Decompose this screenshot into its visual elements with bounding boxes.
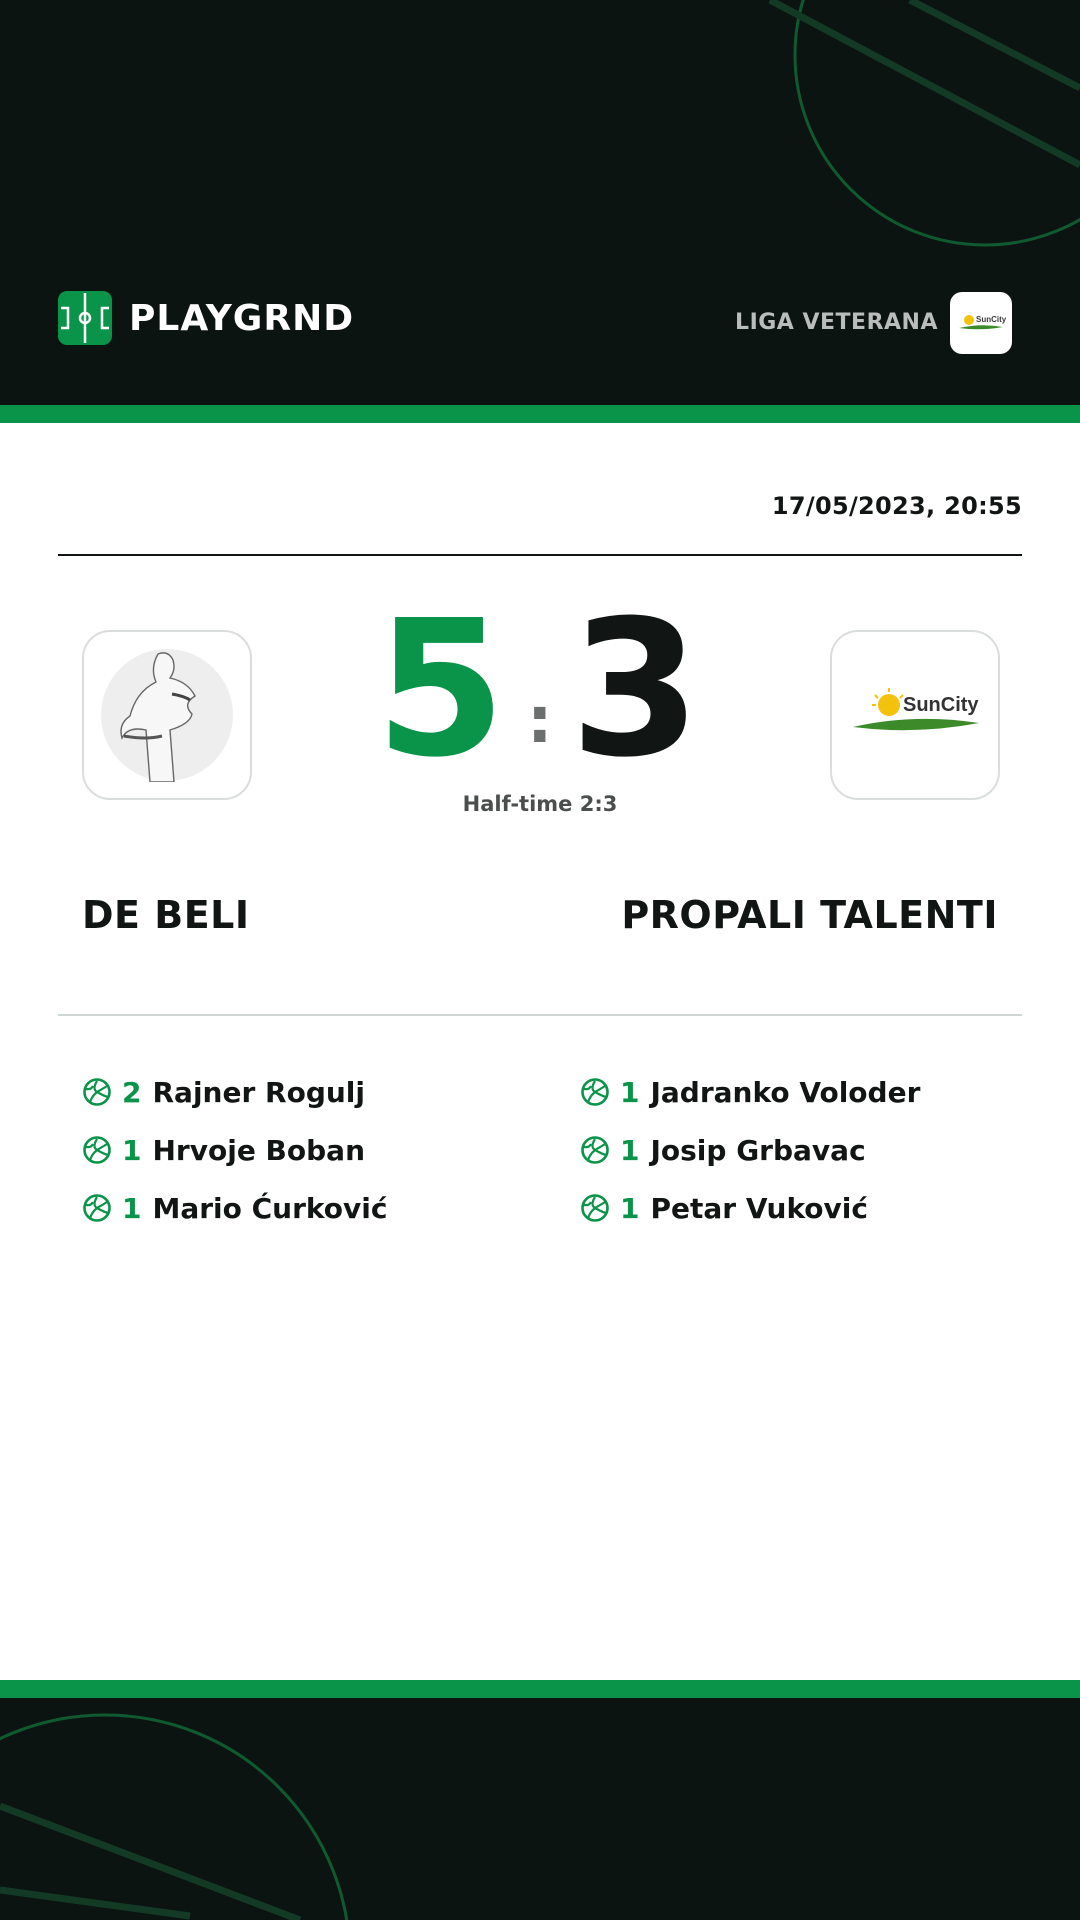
footer-band	[0, 1698, 1080, 1920]
league-sponsor-logo	[950, 292, 1012, 354]
soccer-ball-icon	[580, 1193, 610, 1223]
footer-accent-bar	[0, 1680, 1080, 1698]
halftime-label: Half-time	[462, 792, 573, 816]
goal-count: 1	[620, 1133, 640, 1167]
away-team-name: PROPALI TALENTI	[621, 893, 998, 937]
goal-count: 2	[122, 1075, 142, 1109]
league-name: LIGA VETERANA	[735, 310, 938, 335]
player-name: Rajner Rogulj	[152, 1075, 365, 1109]
away-score: 3	[570, 580, 701, 799]
player-name: Petar Vuković	[650, 1191, 868, 1225]
soccer-ball-icon	[580, 1135, 610, 1165]
home-team-logo	[82, 630, 252, 800]
soccer-ball-icon	[82, 1077, 112, 1107]
home-scorers-list	[82, 1063, 387, 1237]
goal-count: 1	[620, 1191, 640, 1225]
home-team-name: DE BELI	[82, 893, 250, 937]
soccer-ball-icon	[82, 1135, 112, 1165]
scorer-item	[82, 1063, 387, 1121]
header-band	[0, 0, 1080, 405]
goal-count: 1	[620, 1075, 640, 1109]
halftime-score	[0, 792, 1080, 816]
goal-count: 1	[122, 1133, 142, 1167]
header-accent-bar	[0, 405, 1080, 423]
divider	[58, 554, 1022, 556]
brand-name: PLAYGRND	[129, 297, 355, 339]
away-logo-text: SunCity	[903, 694, 979, 716]
scorer-item	[82, 1179, 387, 1237]
soccer-ball-icon	[580, 1077, 610, 1107]
player-name: Mario Ćurković	[152, 1191, 388, 1225]
away-scorers-list	[580, 1063, 920, 1237]
scorer-item	[580, 1121, 920, 1179]
scorer-item	[580, 1179, 920, 1237]
soccer-ball-icon	[82, 1193, 112, 1223]
svg-text:SunCity: SunCity	[976, 315, 1006, 324]
pitch-lines-decoration	[0, 1698, 1080, 1920]
scorer-item	[82, 1121, 387, 1179]
player-name: Jadranko Voloder	[650, 1075, 921, 1109]
brand	[58, 291, 354, 345]
pitch-icon	[58, 291, 112, 345]
goal-count: 1	[122, 1191, 142, 1225]
score-separator: :	[527, 684, 553, 758]
halftime-value: 2:3	[579, 792, 618, 816]
player-name: Hrvoje Boban	[152, 1133, 365, 1167]
away-team-logo	[830, 630, 1000, 800]
player-name: Josip Grbavac	[650, 1133, 866, 1167]
match-date: 17/05/2023, 20:55	[771, 492, 1022, 520]
home-score: 5	[375, 580, 506, 799]
scorer-item	[580, 1063, 920, 1121]
divider	[58, 1014, 1022, 1016]
